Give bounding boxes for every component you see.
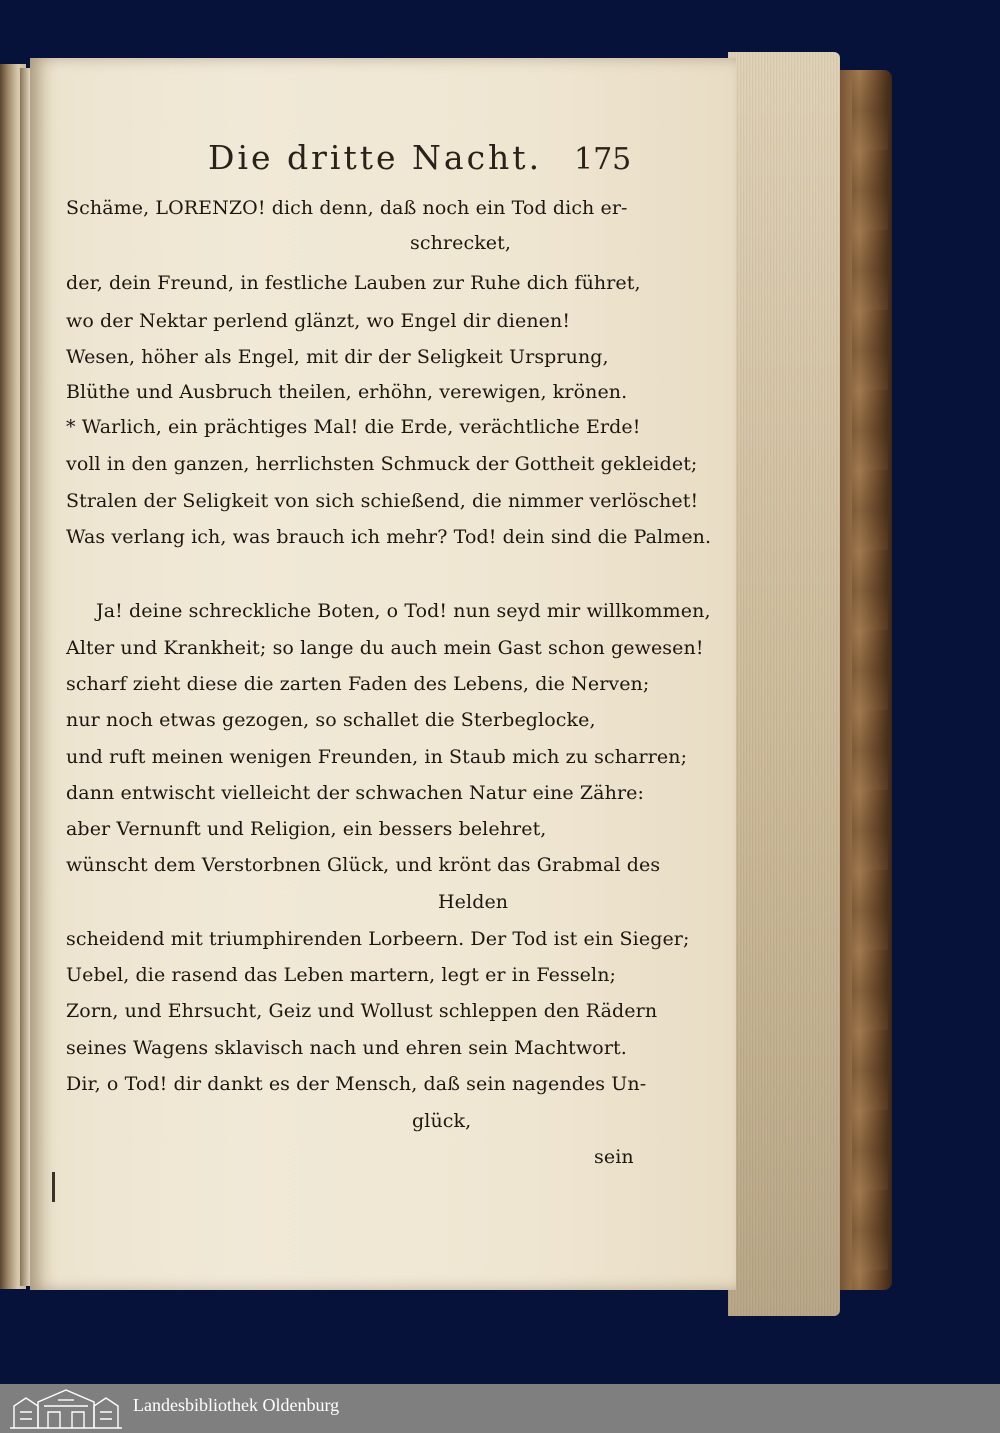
text-line: Uebel, die rasend das Leben martern, legt er in Fesseln; <box>66 964 617 986</box>
cover-texture <box>852 70 888 1290</box>
text-line: scheidend mit triumphirenden Lorbeern. Der Tod ist ein Sieger; <box>66 928 690 950</box>
text-line: der, dein Freund, in festliche Lauben zur Ruhe dich führet, <box>66 272 641 294</box>
text-line: Wesen, höher als Engel, mit dir der Seligkeit Ursprung, <box>66 346 609 368</box>
running-head: Die dritte Nacht. <box>208 138 543 177</box>
text-line: aber Vernunft und Religion, ein bessers belehret, <box>66 818 547 840</box>
footer-bar <box>0 1384 1000 1433</box>
text-line: wünscht dem Verstorbnen Glück, und krönt das Grabmal des <box>66 854 661 876</box>
catchword: sein <box>594 1146 634 1168</box>
text-line: Schäme, LORENZO! dich denn, daß noch ein Tod dich er- <box>66 197 628 219</box>
text-line: Was verlang ich, was brauch ich mehr? Tod! dein sind die Palmen. <box>66 526 712 548</box>
page-number: 175 <box>574 142 632 177</box>
text-line: Helden <box>438 891 509 913</box>
text-line: Dir, o Tod! dir dankt es der Mensch, daß sein nagendes Un- <box>66 1073 647 1095</box>
text-line: Ja! deine schreckliche Boten, o Tod! nun seyd mir willkommen, <box>96 600 711 622</box>
text-line: glück, <box>412 1110 472 1132</box>
text-line: schrecket, <box>410 232 512 254</box>
text-line: Alter und Krankheit; so lange du auch mein Gast schon gewesen! <box>66 637 704 659</box>
library-building-icon <box>8 1386 124 1430</box>
text-line: * Warlich, ein prächtiges Mal! die Erde, verächtliche Erde! <box>66 416 641 438</box>
institution-name: Landesbibliothek Oldenburg <box>133 1395 340 1415</box>
text-line: scharf zieht diese die zarten Faden des Lebens, die Nerven; <box>66 673 650 695</box>
text-line: wo der Nektar perlend glänzt, wo Engel dir dienen! <box>66 310 571 332</box>
text-line: Stralen der Seligkeit von sich schießend, die nimmer verlöschet! <box>66 490 699 512</box>
text-line: dann entwischt vielleicht der schwachen Natur eine Zähre: <box>66 782 644 804</box>
text-line: nur noch etwas gezogen, so schallet die Sterbeglocke, <box>66 709 596 731</box>
text-line: Zorn, und Ehrsucht, Geiz und Wollust schleppen den Rädern <box>66 1000 658 1022</box>
text-line: Blüthe und Ausbruch theilen, erhöhn, verewigen, krönen. <box>66 381 628 403</box>
margin-mark <box>52 1172 55 1202</box>
page-block-shade <box>728 52 840 1316</box>
text-line: seines Wagens sklavisch nach und ehren sein Machtwort. <box>66 1037 627 1059</box>
text-line: voll in den ganzen, herrlichsten Schmuck der Gottheit gekleidet; <box>66 453 698 475</box>
text-line: und ruft meinen wenigen Freunden, in Staub mich zu scharren; <box>66 746 688 768</box>
